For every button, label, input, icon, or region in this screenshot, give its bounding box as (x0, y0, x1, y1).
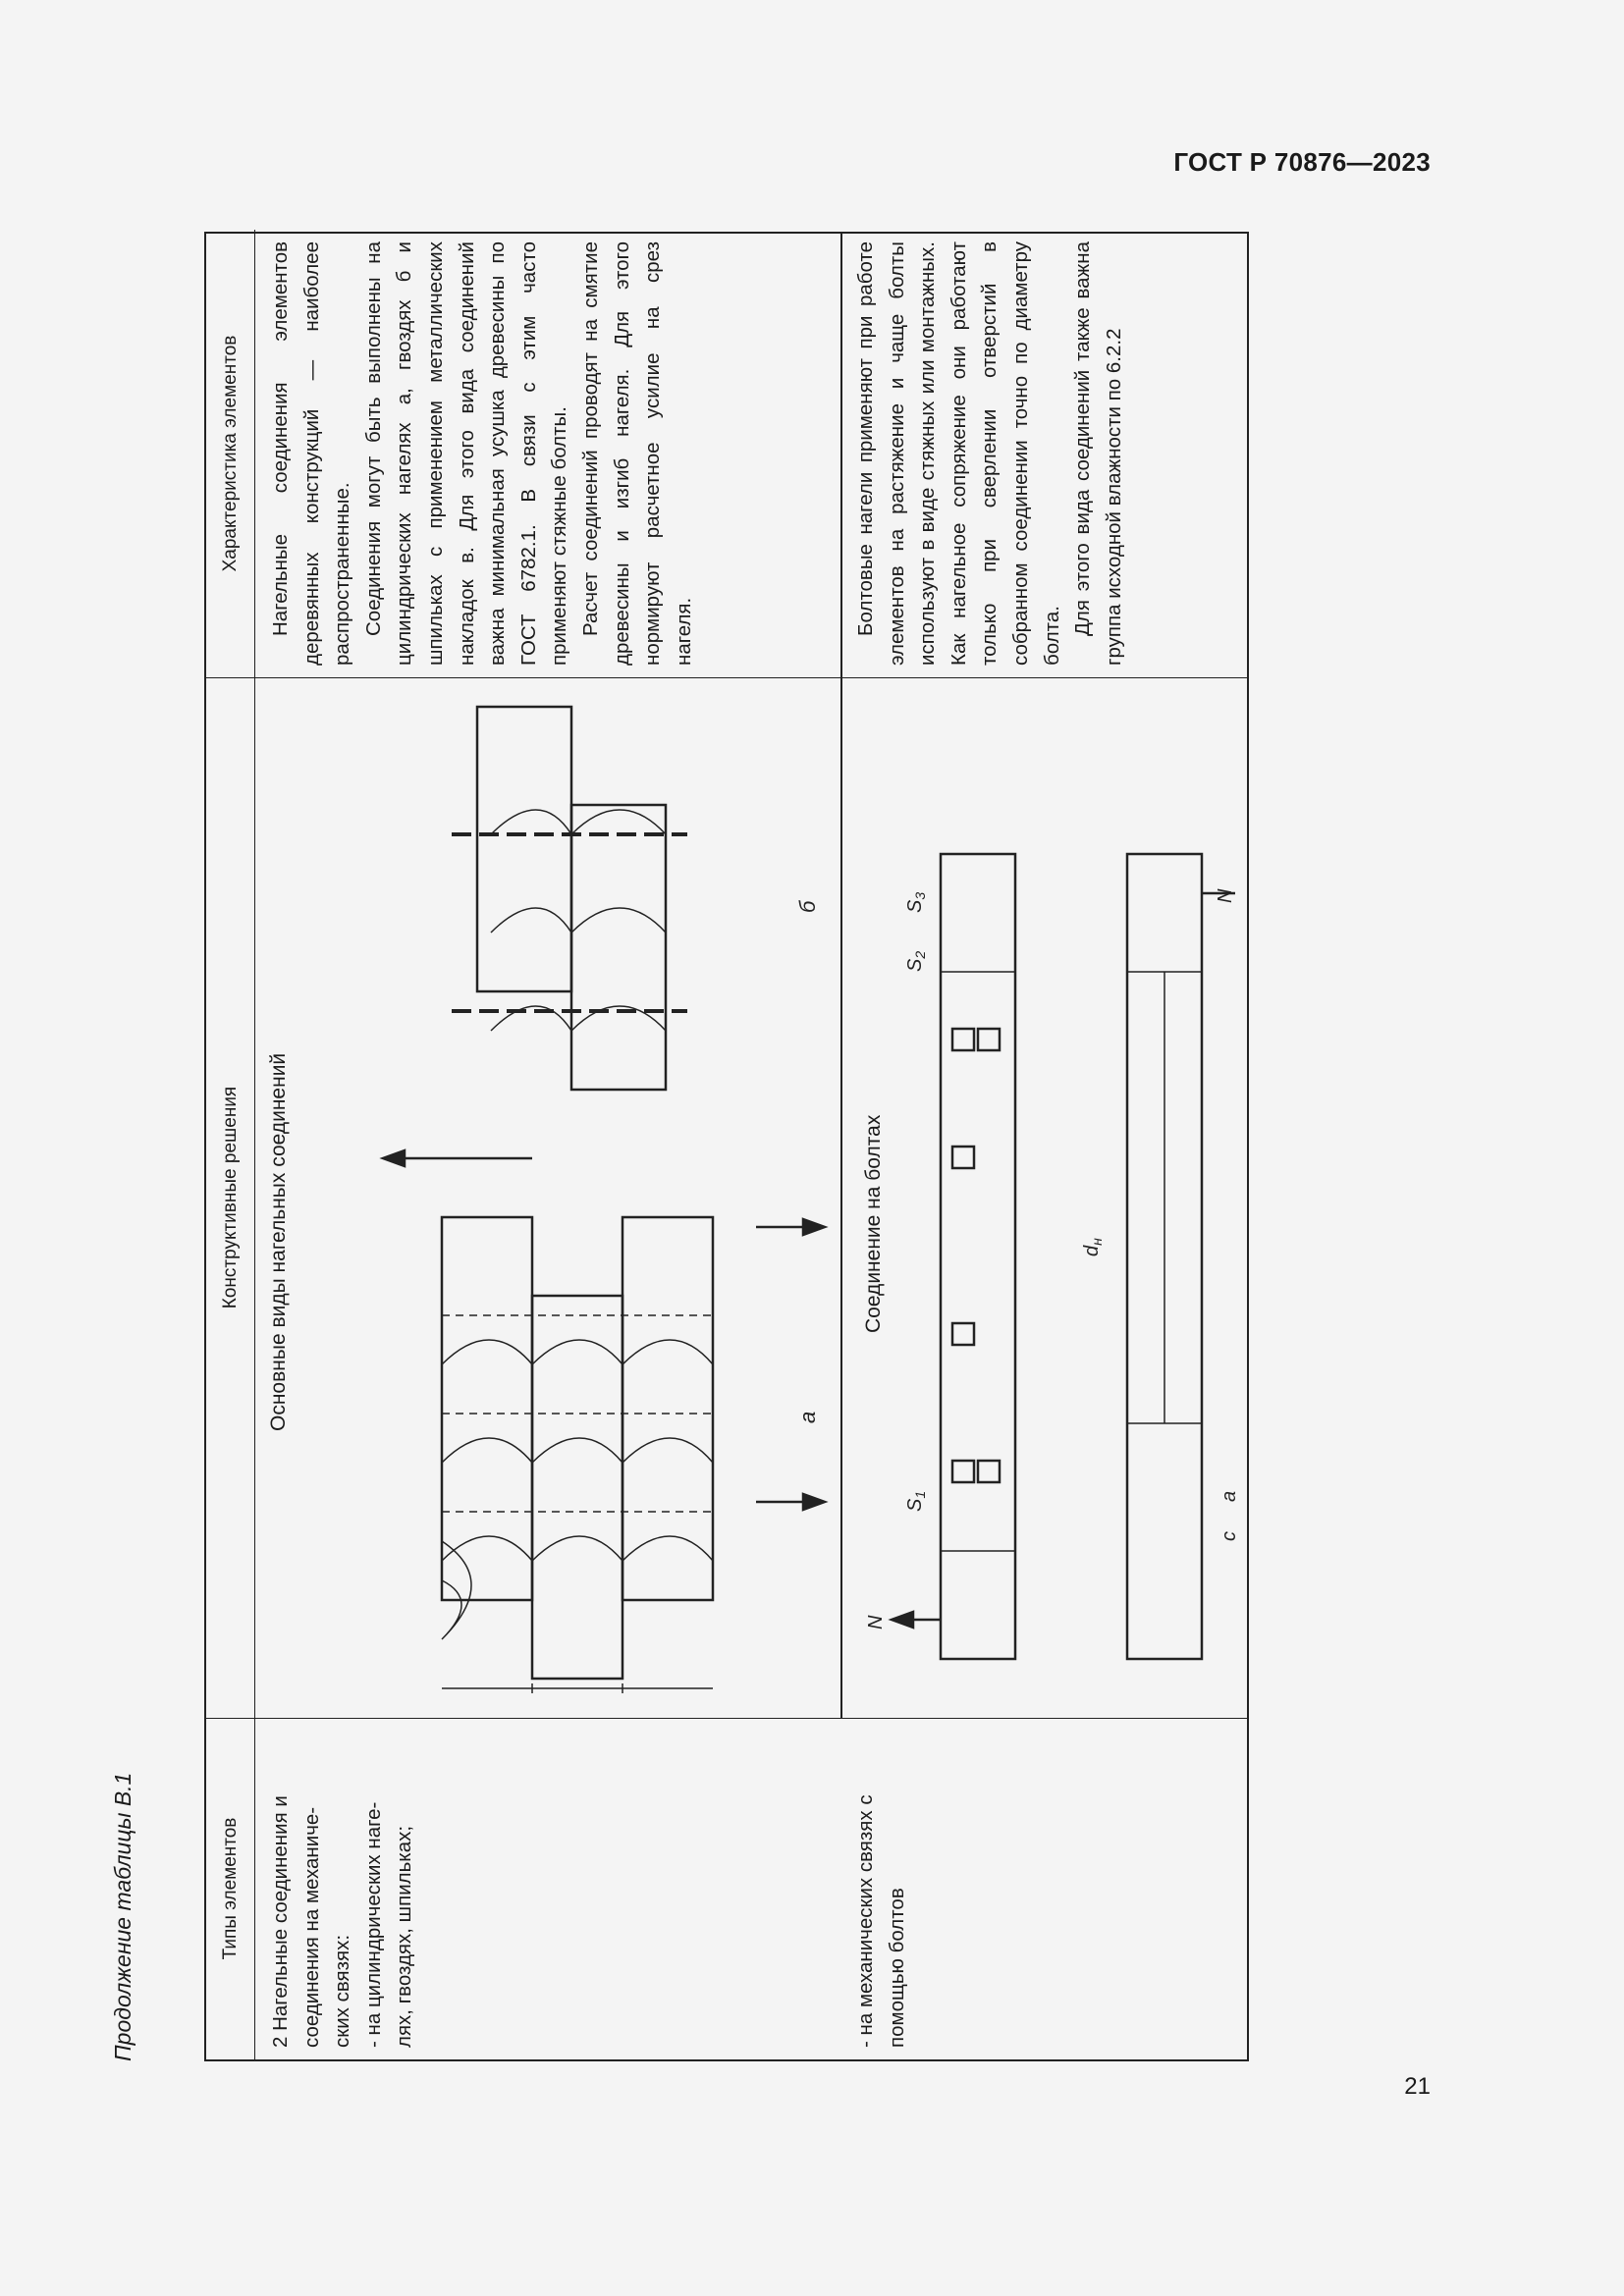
char-paragraph: Для этого вида соединений также важна группа исходной влажности по 6.2.2 (1071, 241, 1125, 666)
char-paragraph: Болтовые нагели применяют при работе элементов на растяжение и чаще болты используют в виде стяжных или монтажных. Как нагельное сопряжение они работают только при сверлении отверстий в собранном соединении точно по диаметру болта. (854, 241, 1063, 666)
char-paragraph: Соединения могут быть выполнены на цилиндрических нагелях а, гвоздях б и шпильках с применением металлических накладок в. Для этого вида соединений важна минимальная усушка древесины по ГОСТ 6782.1. В связи с этим часто применяют стяжные болты. (361, 241, 571, 666)
type-line: лях, гвоздях, шпильках; (393, 1825, 416, 2048)
label-N: N (1215, 888, 1236, 903)
type-line: 2 Нагельные соединения и (269, 1795, 292, 2048)
document-id: ГОСТ Р 70876—2023 (1173, 147, 1431, 177)
header-solutions: Конструктивные решения (206, 677, 255, 1718)
dowel-joints-diagram (255, 677, 840, 1718)
row2-characteristics (850, 241, 1129, 666)
label-S3: $S_3$ (904, 891, 928, 913)
bolt-joint-diagram (842, 677, 1247, 1718)
type-line: соединения на механиче- (299, 1806, 323, 2048)
label-c: с (1218, 1531, 1240, 1541)
row1-characteristics (265, 241, 699, 666)
label-N: N (865, 1615, 887, 1629)
label-S2: $S_2$ (904, 950, 928, 972)
label-a: а (1218, 1490, 1240, 1502)
row1-type (265, 1728, 420, 2048)
dowel-joint-b (452, 707, 687, 1090)
type-line: - на цилиндрических наге- (361, 1801, 385, 2048)
header-types: Типы элементов (206, 1718, 255, 2059)
page-number: 21 (1404, 2073, 1431, 2100)
label-dn: $d_н$ (1081, 1238, 1105, 1256)
char-paragraph: Нагельные соединения элементов деревянных конструкций — наиболее распространенные. (269, 241, 354, 666)
table (204, 232, 1249, 2061)
label-S1: $S_1$ (904, 1490, 928, 1512)
char-paragraph: Расчет соединений проводят на смятие древесины и изгиб нагеля. Для этого нормируют расчетное усилие на срез нагеля. (578, 241, 695, 666)
dowel-joint-a (383, 1150, 825, 1693)
label-b: б (795, 900, 820, 913)
rotated-table-page (110, 47, 1249, 2061)
table-caption: Продолжение таблицы В.1 (110, 1772, 135, 2061)
type-line: помощью болтов (885, 1888, 908, 2048)
type-line: - на механических связях с (854, 1794, 877, 2048)
label-a: а (795, 1411, 820, 1423)
type-line: ских связях: (331, 1934, 354, 2048)
bolt-diagram-title: Соединение на болтах (862, 1114, 885, 1333)
column-divider (206, 1718, 1247, 1719)
dowel-diagram-title: Основные виды нагельных соединений (267, 1052, 290, 1431)
header-characteristics: Характеристика элементов (206, 230, 255, 677)
row2-type (850, 1728, 912, 2048)
